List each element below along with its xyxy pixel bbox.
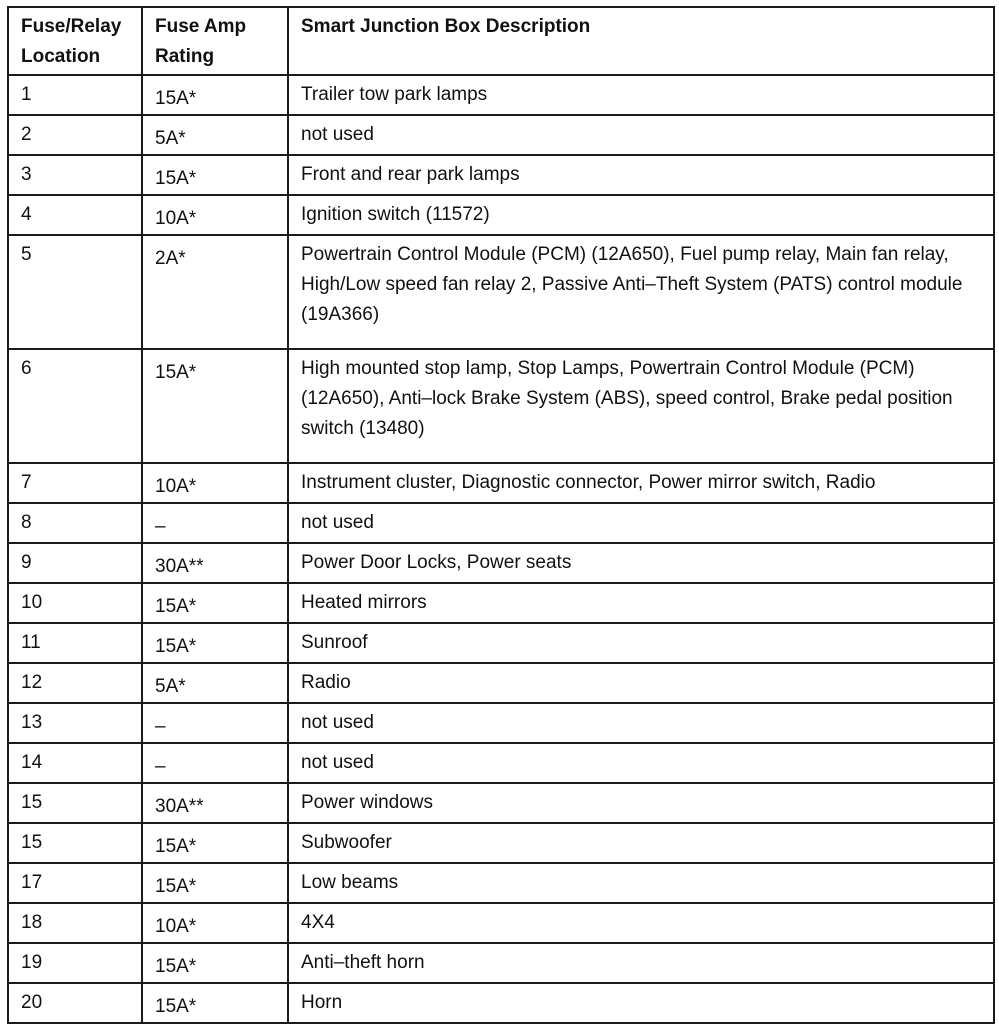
cell-description <box>288 663 994 703</box>
cell-location <box>8 155 142 195</box>
table-row <box>8 703 994 743</box>
description-value: Powertrain Control Module (PCM) (12A650), Fuel pump relay, Main fan relay, High/Low speed fan relay 2, Passive Anti–Theft System (PATS) control module (19A366) <box>301 244 963 325</box>
table-row <box>8 155 994 195</box>
location-value: 18 <box>21 912 43 933</box>
cell-location <box>8 983 142 1023</box>
location-value: 5 <box>21 244 32 265</box>
cell-location <box>8 943 142 983</box>
cell-description <box>288 503 994 543</box>
rating-value: 10A* <box>155 476 197 497</box>
description-value: High mounted stop lamp, Stop Lamps, Powertrain Control Module (PCM) (12A650), Anti–lock Brake System (ABS), speed control, Brake pedal position switch (13480) <box>301 358 953 439</box>
description-value: Front and rear park lamps <box>301 164 520 185</box>
location-value: 6 <box>21 358 32 379</box>
table-row <box>8 863 994 903</box>
table-row <box>8 503 994 543</box>
cell-rating <box>142 663 288 703</box>
cell-rating <box>142 115 288 155</box>
description-value: Horn <box>301 992 343 1013</box>
table-row <box>8 663 994 703</box>
rating-value: 15A* <box>155 88 197 109</box>
location-value: 17 <box>21 872 43 893</box>
table-row <box>8 623 994 663</box>
rating-value: 5A* <box>155 676 186 697</box>
table-row <box>8 75 994 115</box>
cell-description <box>288 783 994 823</box>
header-rating: Fuse Amp Rating <box>142 7 288 75</box>
rating-value: 10A* <box>155 208 197 229</box>
location-value: 8 <box>21 512 32 533</box>
cell-rating <box>142 195 288 235</box>
description-value: Trailer tow park lamps <box>301 84 488 105</box>
rating-value: 15A* <box>155 168 197 189</box>
location-value: 14 <box>21 752 43 773</box>
table-row <box>8 543 994 583</box>
cell-description <box>288 703 994 743</box>
cell-description <box>288 235 994 349</box>
description-value: not used <box>301 124 374 145</box>
cell-location <box>8 543 142 583</box>
cell-location <box>8 235 142 349</box>
description-value: Instrument cluster, Diagnostic connector, Power mirror switch, Radio <box>301 472 876 493</box>
cell-description <box>288 743 994 783</box>
cell-description <box>288 983 994 1023</box>
location-value: 19 <box>21 952 43 973</box>
location-value: 15 <box>21 792 43 813</box>
description-value: Subwoofer <box>301 832 392 853</box>
location-value: 1 <box>21 84 32 105</box>
description-value: Ignition switch (11572) <box>301 204 490 225</box>
cell-location <box>8 863 142 903</box>
description-value: 4X4 <box>301 912 335 933</box>
cell-rating <box>142 823 288 863</box>
rating-value: – <box>155 516 166 537</box>
cell-description <box>288 349 994 463</box>
cell-rating <box>142 983 288 1023</box>
table-row <box>8 195 994 235</box>
cell-rating <box>142 783 288 823</box>
cell-location <box>8 115 142 155</box>
cell-rating <box>142 743 288 783</box>
cell-rating <box>142 155 288 195</box>
header-row <box>8 7 994 75</box>
rating-value: 15A* <box>155 836 197 857</box>
cell-location <box>8 75 142 115</box>
rating-value: 10A* <box>155 916 197 937</box>
cell-rating <box>142 903 288 943</box>
cell-rating <box>142 75 288 115</box>
cell-location <box>8 663 142 703</box>
cell-description <box>288 115 994 155</box>
location-value: 9 <box>21 552 32 573</box>
rating-value: 30A** <box>155 796 204 817</box>
location-value: 3 <box>21 164 32 185</box>
table-row <box>8 783 994 823</box>
cell-description <box>288 863 994 903</box>
table-row <box>8 115 994 155</box>
table-row <box>8 583 994 623</box>
location-value: 15 <box>21 832 43 853</box>
description-value: not used <box>301 512 374 533</box>
table-row <box>8 943 994 983</box>
rating-value: 15A* <box>155 362 197 383</box>
description-value: Power Door Locks, Power seats <box>301 552 572 573</box>
table-row <box>8 903 994 943</box>
rating-value: – <box>155 716 166 737</box>
cell-rating <box>142 623 288 663</box>
cell-description <box>288 195 994 235</box>
rating-value: 2A* <box>155 248 186 269</box>
rating-value: 15A* <box>155 636 197 657</box>
rating-value: – <box>155 756 166 777</box>
rating-value: 15A* <box>155 956 197 977</box>
location-value: 4 <box>21 204 32 225</box>
cell-description <box>288 623 994 663</box>
location-value: 7 <box>21 472 32 493</box>
description-value: Anti–theft horn <box>301 952 425 973</box>
header-description: Smart Junction Box Description <box>288 7 994 75</box>
cell-description <box>288 155 994 195</box>
table-row <box>8 743 994 783</box>
description-value: not used <box>301 712 374 733</box>
description-value: Heated mirrors <box>301 592 427 613</box>
cell-description <box>288 903 994 943</box>
cell-rating <box>142 463 288 503</box>
cell-location <box>8 703 142 743</box>
location-value: 10 <box>21 592 43 613</box>
cell-description <box>288 75 994 115</box>
cell-rating <box>142 543 288 583</box>
location-value: 20 <box>21 992 43 1013</box>
location-value: 13 <box>21 712 43 733</box>
fuse-table <box>7 6 995 1024</box>
cell-description <box>288 823 994 863</box>
rating-value: 5A* <box>155 128 186 149</box>
description-value: not used <box>301 752 374 773</box>
cell-rating <box>142 703 288 743</box>
cell-location <box>8 903 142 943</box>
cell-rating <box>142 503 288 543</box>
description-value: Low beams <box>301 872 399 893</box>
cell-rating <box>142 235 288 349</box>
cell-rating <box>142 943 288 983</box>
cell-description <box>288 583 994 623</box>
location-value: 11 <box>21 632 41 653</box>
cell-location <box>8 583 142 623</box>
rating-value: 15A* <box>155 876 197 897</box>
table-header <box>8 7 994 75</box>
cell-description <box>288 543 994 583</box>
cell-rating <box>142 583 288 623</box>
rating-value: 15A* <box>155 996 197 1017</box>
description-value: Power windows <box>301 792 433 813</box>
cell-location <box>8 503 142 543</box>
location-value: 2 <box>21 124 32 145</box>
cell-description <box>288 943 994 983</box>
table-body <box>8 75 994 1023</box>
description-value: Radio <box>301 672 351 693</box>
table-row <box>8 349 994 463</box>
cell-rating <box>142 863 288 903</box>
location-value: 12 <box>21 672 43 693</box>
cell-location <box>8 463 142 503</box>
cell-location <box>8 623 142 663</box>
cell-description <box>288 463 994 503</box>
table-row <box>8 235 994 349</box>
rating-value: 30A** <box>155 556 204 577</box>
table-row <box>8 463 994 503</box>
table-row <box>8 983 994 1023</box>
cell-location <box>8 783 142 823</box>
cell-location <box>8 743 142 783</box>
header-location: Fuse/Relay Location <box>8 7 142 75</box>
description-value: Sunroof <box>301 632 368 653</box>
cell-location <box>8 823 142 863</box>
cell-location <box>8 349 142 463</box>
cell-rating <box>142 349 288 463</box>
table-row <box>8 823 994 863</box>
rating-value: 15A* <box>155 596 197 617</box>
cell-location <box>8 195 142 235</box>
